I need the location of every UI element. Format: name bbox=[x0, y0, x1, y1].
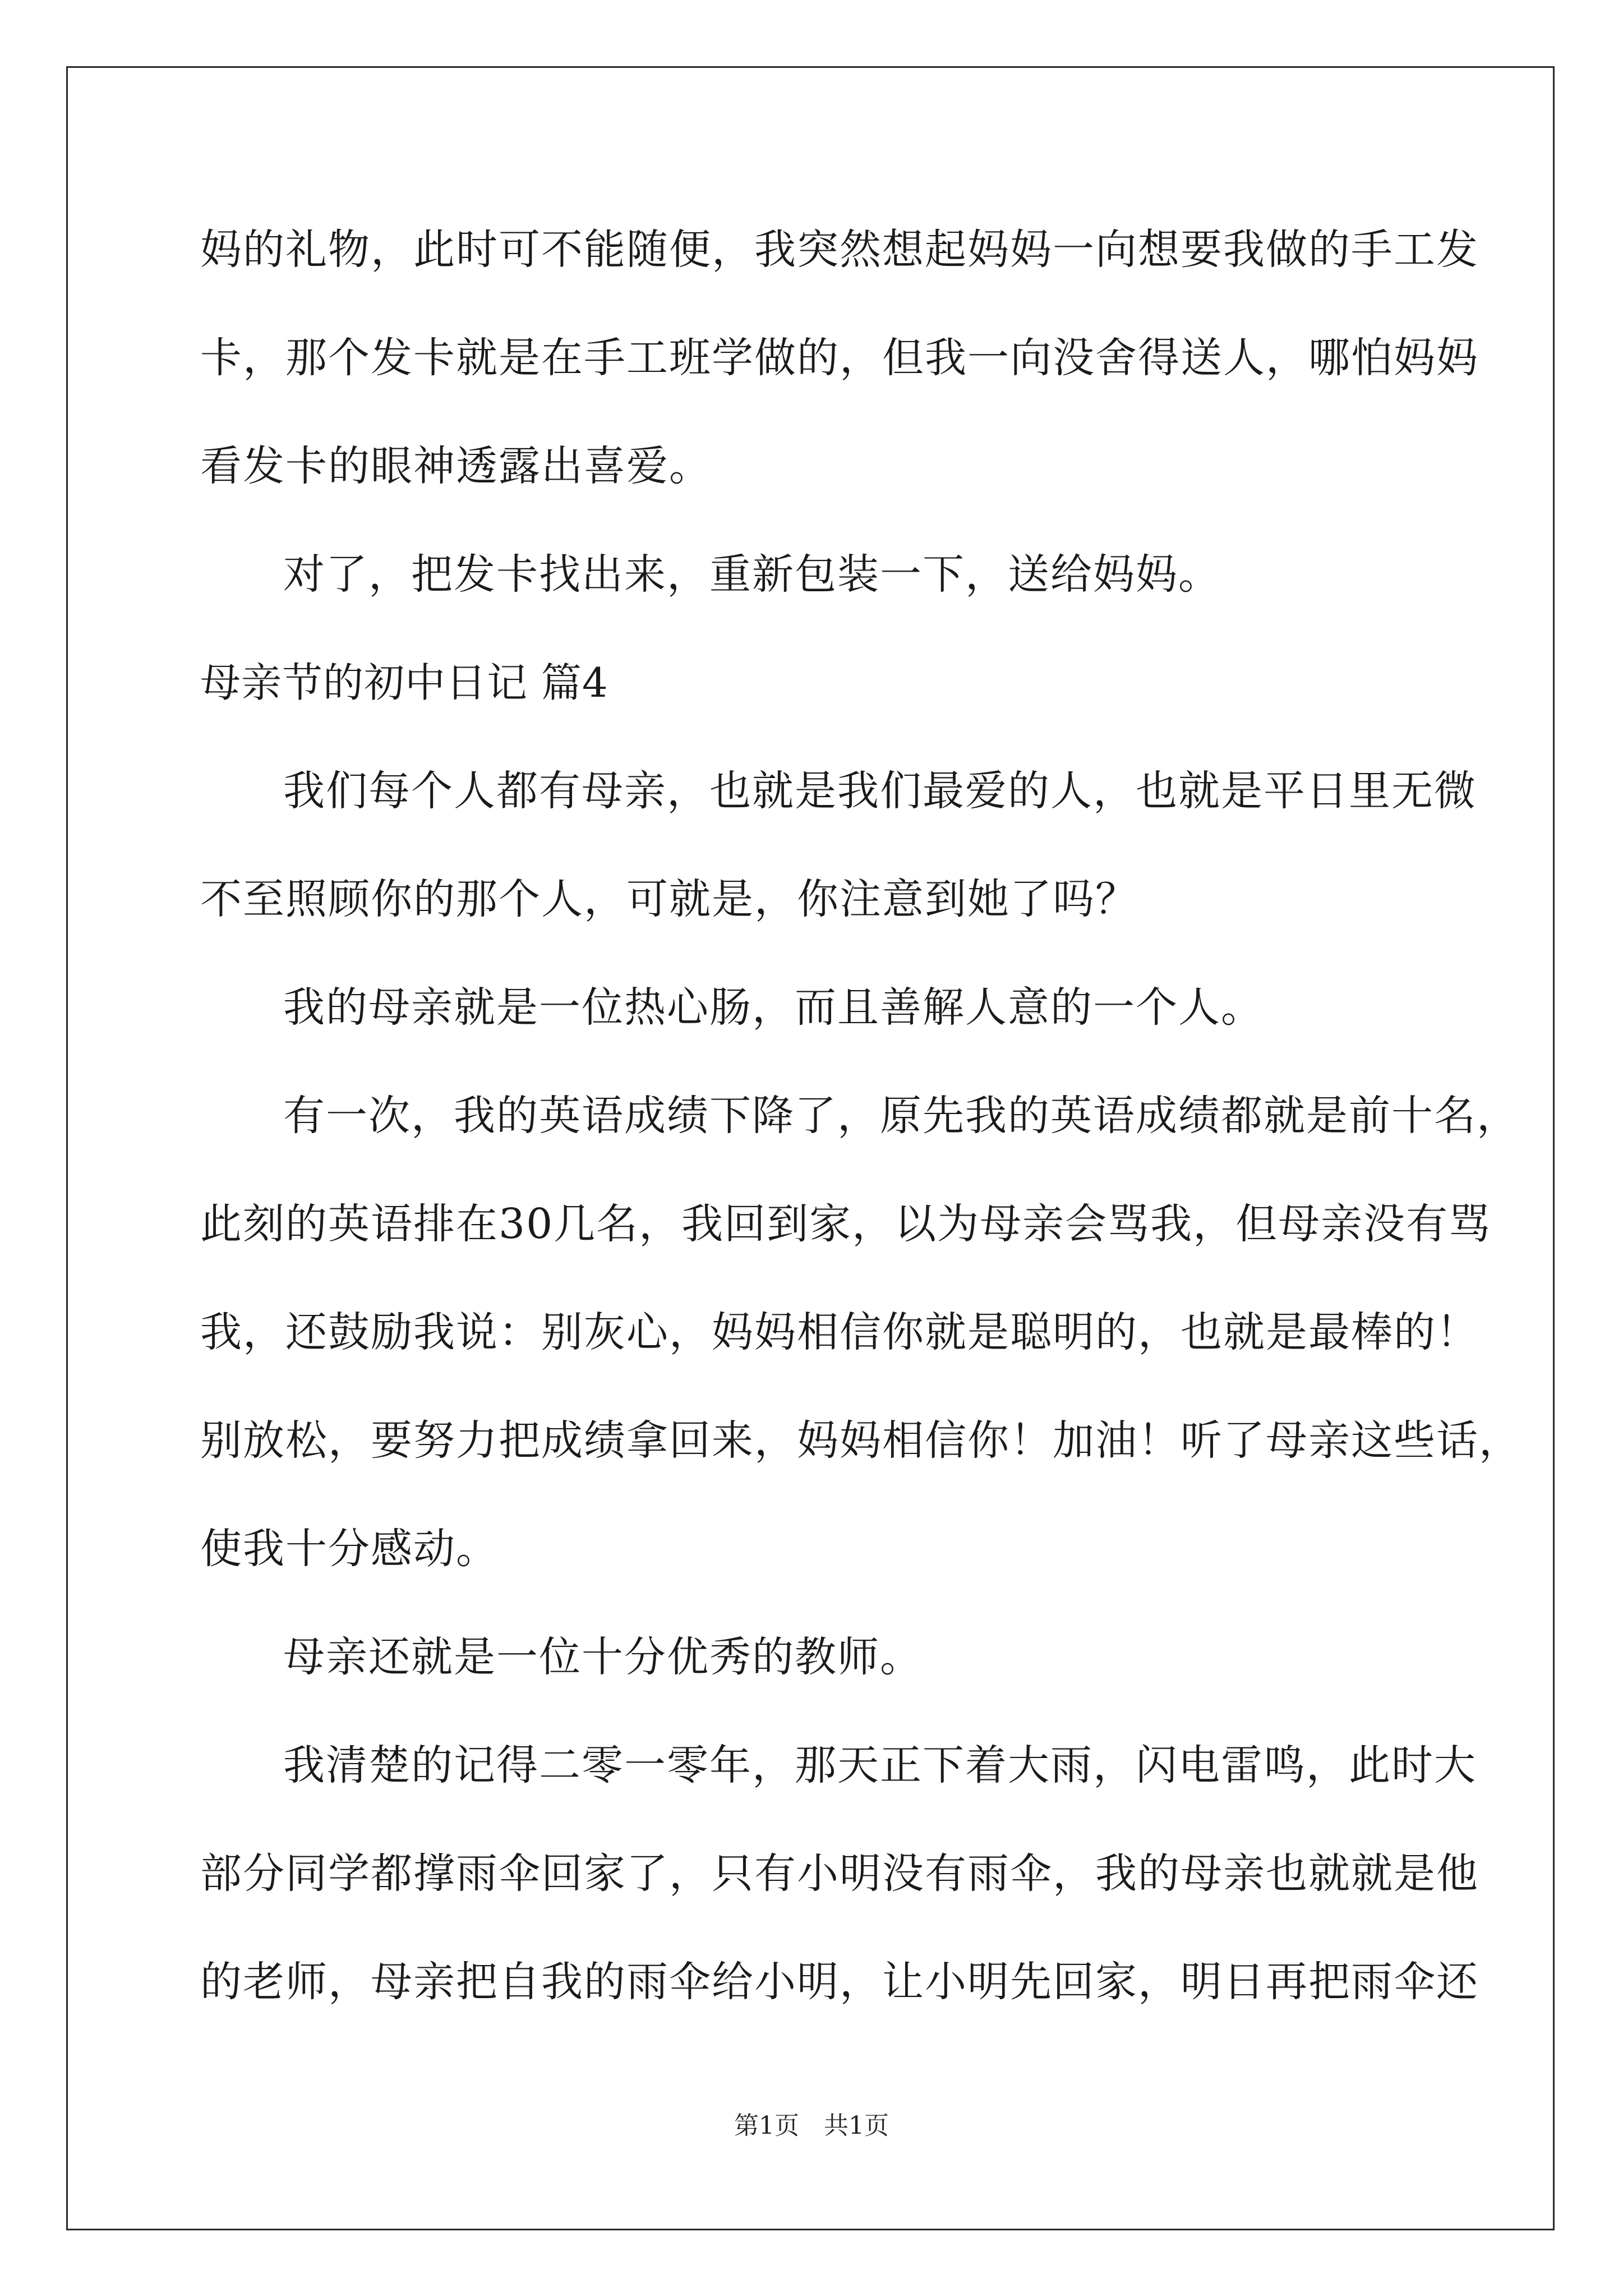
paragraph-line: 对了，把发卡找出来，重新包装一下，送给妈妈。 bbox=[283, 550, 1221, 599]
paragraph-line: 妈的礼物，此时可不能随便，我突然想起妈妈一向想要我做的手工发 bbox=[200, 226, 1479, 274]
paragraph-line: 母亲还就是一位十分优秀的教师。 bbox=[283, 1633, 923, 1681]
section-heading: 母亲节的初中日记 篇4 bbox=[200, 659, 608, 706]
paragraph-line: 看发卡的眼神透露出喜爱。 bbox=[200, 442, 712, 490]
paragraph-line: 我清楚的记得二零一零年，那天正下着大雨，闪电雷鸣，此时大 bbox=[283, 1741, 1477, 1789]
paragraph-line: 我的母亲就是一位热心肠，而且善解人意的一个人。 bbox=[283, 983, 1264, 1032]
paragraph-line: 我们每个人都有母亲，也就是我们最爱的人，也就是平日里无微 bbox=[283, 767, 1477, 815]
paragraph-line: 别放松，要努力把成绩拿回来，妈妈相信你！加油！听了母亲这些话， bbox=[200, 1416, 1521, 1465]
paragraph-line: 使我十分感动。 bbox=[200, 1525, 499, 1573]
paragraph-line: 我，还鼓励我说：别灰心，妈妈相信你就是聪明的，也就是最棒的！ bbox=[200, 1308, 1479, 1356]
document-body bbox=[200, 216, 1521, 2056]
paragraph-line: 卡，那个发卡就是在手工班学做的，但我一向没舍得送人，哪怕妈妈 bbox=[200, 334, 1479, 382]
paragraph-line: 有一次，我的英语成绩下降了，原先我的英语成绩都就是前十名， bbox=[283, 1092, 1519, 1140]
paragraph-line: 此刻的英语排在30几名，我回到家，以为母亲会骂我，但母亲没有骂 bbox=[200, 1200, 1492, 1248]
paragraph-line: 部分同学都撑雨伞回家了，只有小明没有雨伞，我的母亲也就就是他 bbox=[200, 1849, 1479, 1898]
paragraph-line: 的老师，母亲把自我的雨伞给小明，让小明先回家，明日再把雨伞还 bbox=[200, 1958, 1479, 2006]
paragraph-line: 不至照顾你的那个人，可就是，你注意到她了吗？ bbox=[200, 875, 1138, 923]
page-footer: 第1页 共1页 bbox=[734, 2111, 889, 2140]
